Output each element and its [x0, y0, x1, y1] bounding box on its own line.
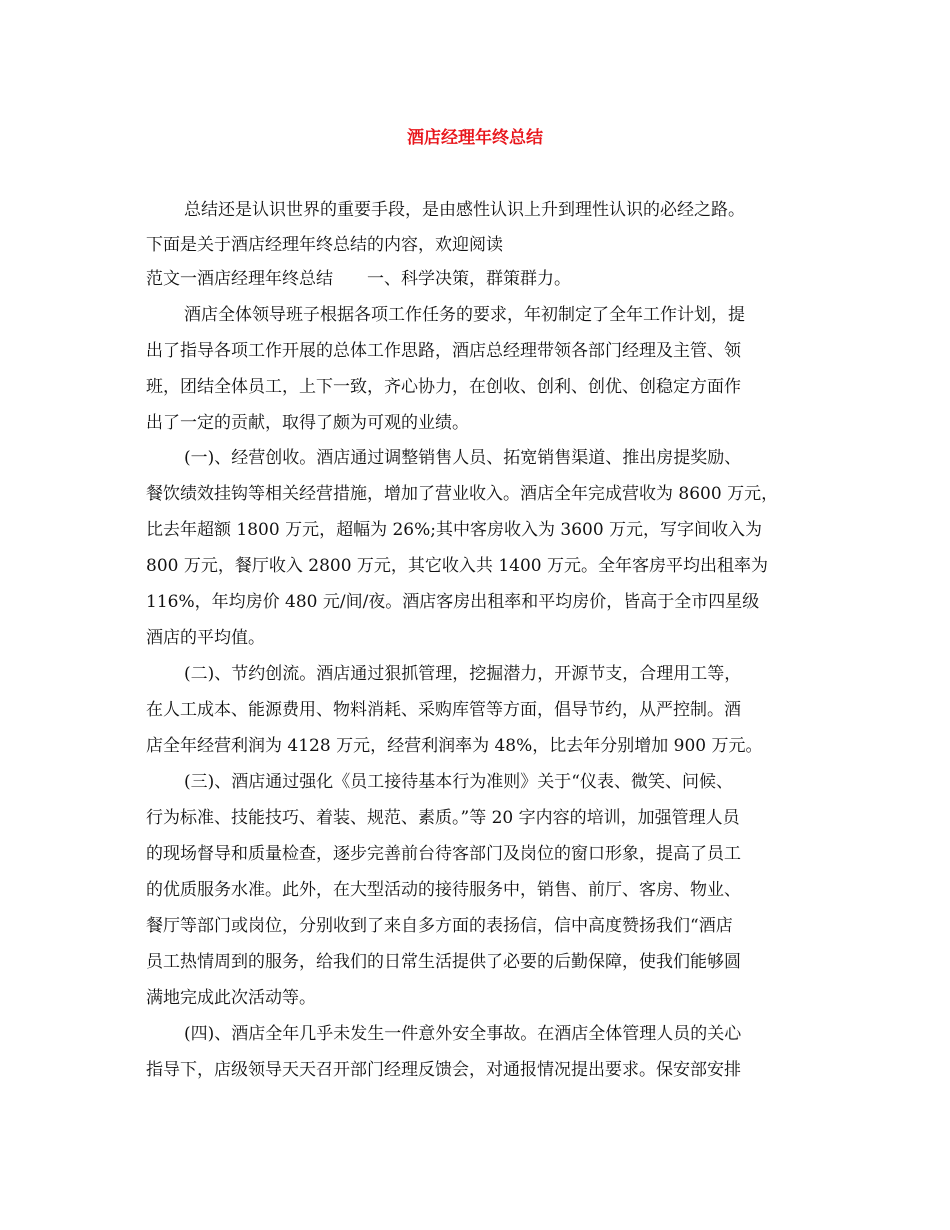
document-title: 酒店经理年终总结: [407, 128, 543, 148]
paragraph-line: 116%，年均房价 480 元/间/夜。酒店客房出租率和平均房价，皆高于全市四星级: [146, 592, 760, 612]
paragraph-line: 指导下，店级领导天天召开部门经理反馈会，对通报情况提出要求。保安部安排: [146, 1060, 741, 1080]
paragraph-line: 的现场督导和质量检查，逐步完善前台待客部门及岗位的窗口形象，提高了员工: [146, 844, 741, 864]
paragraph-line: 班，团结全体员工，上下一致，齐心协力，在创收、创利、创优、创稳定方面作: [146, 377, 741, 397]
paragraph-line: (四)、酒店全年几乎未发生一件意外安全事故。在酒店全体管理人员的关心: [184, 1024, 742, 1044]
paragraph-line: 酒店的平均值。: [146, 628, 265, 648]
paragraph-line: 店全年经营利润为 4128 万元，经营利润率为 48%，比去年分别增加 900 万元。: [146, 736, 763, 756]
paragraph-line: 的优质服务水准。此外，在大型活动的接待服务中，销售、前厅、客房、物业、: [146, 880, 741, 900]
paragraph-line: 800 万元，餐厅收入 2800 万元，其它收入共 1400 万元。全年客房平均出租率为: [146, 556, 768, 576]
paragraph-line: 员工热情周到的服务，给我们的日常生活提供了必要的后勤保障，使我们能够圆: [146, 952, 741, 972]
paragraph-line: 出了指导各项工作开展的总体工作思路，酒店总经理带领各部门经理及主管、领: [146, 341, 741, 361]
paragraph-line: (三)、酒店通过强化《员工接待基本行为准则》关于“仪表、微笑、问候、: [184, 772, 733, 792]
paragraph-line: 下面是关于酒店经理年终总结的内容，欢迎阅读: [146, 235, 503, 255]
paragraph-line: 行为标准、技能技巧、着装、规范、素质。”等 20 字内容的培训，加强管理人员: [146, 808, 740, 828]
paragraph-line: (二)、节约创流。酒店通过狠抓管理，挖掘潜力，开源节支，合理用工等，: [184, 664, 742, 684]
paragraph-line: 餐厅等部门或岗位，分别收到了来自多方面的表扬信，信中高度赞扬我们“酒店: [146, 916, 733, 936]
paragraph-line: 总结还是认识世界的重要手段，是由感性认识上升到理性认识的必经之路。: [184, 200, 745, 220]
paragraph-line: (一)、经营创收。酒店通过调整销售人员、拓宽销售渠道、推出房提奖励、: [184, 448, 742, 468]
paragraph-line: 酒店全体领导班子根据各项工作任务的要求，年初制定了全年工作计划，提: [184, 305, 745, 325]
paragraph-line: 餐饮绩效挂钩等相关经营措施，增加了营业收入。酒店全年完成营收为 8600 万元，: [146, 484, 779, 504]
paragraph-line: 出了一定的贡献，取得了颇为可观的业绩。: [146, 413, 469, 433]
paragraph-line: 范文一酒店经理年终总结 一、科学决策，群策群力。: [146, 269, 571, 289]
paragraph-line: 满地完成此次活动等。: [146, 988, 316, 1008]
paragraph-line: 比去年超额 1800 万元，超幅为 26%;其中客房收入为 3600 万元，写字间收入为: [146, 520, 763, 540]
paragraph-line: 在人工成本、能源费用、物料消耗、采购库管等方面，倡导节约，从严控制。酒: [146, 700, 741, 720]
